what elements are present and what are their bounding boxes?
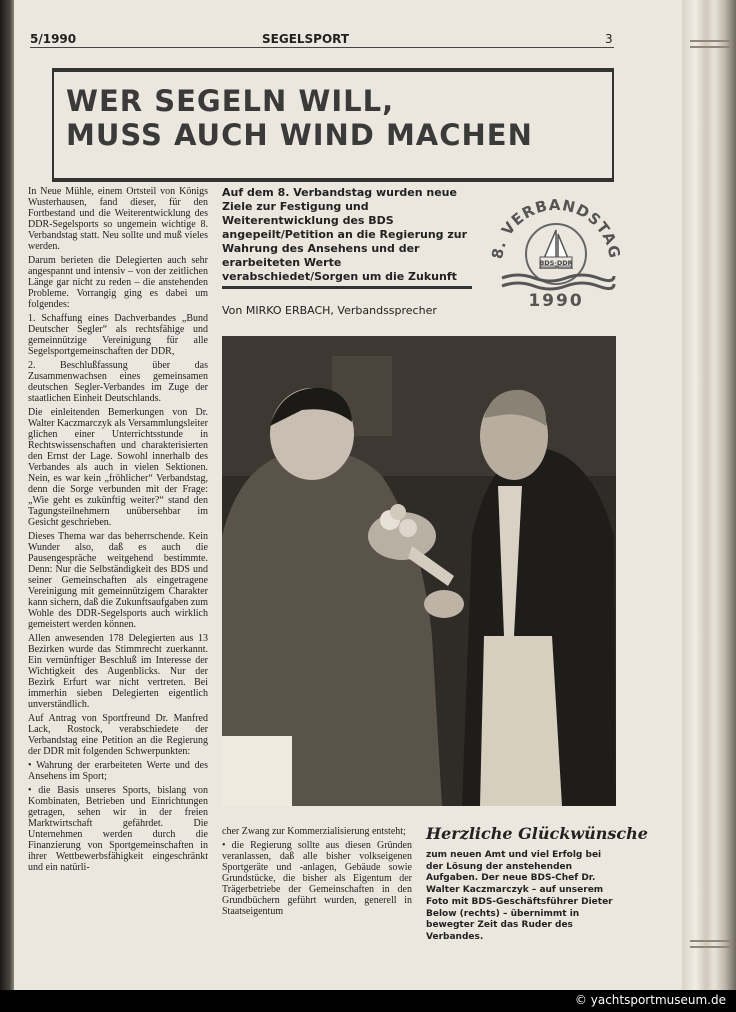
book-spine [682, 0, 736, 990]
byline: Von MIRKO ERBACH, Verbandssprecher [222, 304, 437, 317]
paragraph: 1. Schaffung eines Dachverbandes „Bund Deutscher Segler“ als rechtsfähige und gemeinnützige Vereinigung für alle Segelsportgemeinschaften der DDR, [28, 313, 208, 357]
paragraph: • die Basis unseres Sports, bislang von Kombinaten, Betrieben und Einrichtungen getragen, sehen wir in der freien Marktwirtschaft gefährdet. Die Unternehmen werden durch die Finanzierung von Sportgemeinschaften in ihrer Wettbewerbsfähigkeit eingeschränkt und ein natürli- [28, 785, 208, 873]
book-binding [0, 0, 14, 990]
paragraph: In Neue Mühle, einem Ortsteil von Königs Wusterhausen, fand dieser, für den Fortbestand und die Weiterentwicklung des DDR-Segelsports so ungemein wichtige 8. Verbandstag statt. Neu sollte und muß vieles werden. [28, 186, 208, 252]
photo-caption: zum neuen Amt und viel Erfolg bei der Lösung der anstehenden Aufgaben. Der neue BDS-Chef Dr. Walter Kaczmarczyk – auf unserem Foto mit BDS-Geschäftsführer Dieter Below (rechts) – übernimmt in bewegter Zeit das Ruder des Verbandes. [426, 850, 613, 942]
headline-box [52, 68, 614, 182]
body-column-left [28, 186, 208, 876]
paragraph: • die Regierung sollte aus diesen Gründen veranlassen, daß alle bisher volkseigenen Sportgeräte und -anlagen, Gebäude sowie Grundstücke, die bisher als Eigentum der Trägerbetriebe der Gemeinschaften in den Grundbüchern geführt wurden, generell in Staatseigentum [222, 840, 412, 917]
copyright-credit: © yachtsportmuseum.de [574, 993, 726, 1007]
paragraph: Darum berieten die Delegierten auch sehr angespannt und intensiv – von der zeitlichen Länge gar nicht zu reden – die anstehenden Probleme. Vorrangig ging es dabei um folgendes: [28, 255, 208, 310]
verbandstag-logo [488, 190, 622, 312]
page-number: 3 [605, 32, 613, 46]
lead-paragraph: Auf dem 8. Verbandstag wurden neue Ziele zur Festigung und Weiterentwicklung des BDS angepeilt/Petition an die Regierung zur Wahrung des Ansehens und der erarbeiteten Werte verabschiedet/Sorgen um die Zukunft [222, 186, 468, 283]
headline-line-1: WER SEGELN WILL, [66, 84, 395, 118]
issue-number: 5/1990 [30, 32, 77, 46]
header-rule [30, 47, 614, 48]
paragraph: • Wahrung der erarbeiteten Werte und des Ansehens im Sport; [28, 760, 208, 782]
logo-top-text: 8. VERBANDSTAG [488, 195, 622, 261]
paragraph: Auf Antrag von Sportfreund Dr. Manfred Lack, Rostock, verabschiedete der Verbandstag eine Petition an die Regierung der DDR mit folgenden Schwerpunkten: [28, 713, 208, 757]
headline [66, 84, 533, 152]
paragraph: 2. Beschlußfassung über das Zusammenwachsen eines gemeinsamen deutschen Segler-Verbandes im Zuge der staatlichen Einheit Deutschlands. [28, 360, 208, 404]
verbandstag-logo-graphic [488, 190, 622, 312]
paragraph: Die einleitenden Bemerkungen von Dr. Walter Kaczmarczyk als Versammlungsleiter glichen einer Unterrichtsstunde in Rechtswissenschaften und charakterisierten den Ernst der Lage. Sowohl innerhalb des Verbandes als auch in vielen Sektionen. Nein, es war kein „fröhlicher“ Verbandstag, denn die Sorge verbunden mit der Frage: „Wie geht es zukünftig weiter?“ stand den Tagungsteilnehmern unübersehbar im Gesicht geschrieben. [28, 407, 208, 528]
headline-line-2: MUSS AUCH WIND MACHEN [66, 118, 533, 152]
logo-year: 1990 [528, 291, 584, 311]
body-column-middle [222, 826, 412, 920]
lead-rule [222, 286, 472, 289]
paragraph: cher Zwang zur Kommerzialisierung entsteht; [222, 826, 406, 837]
paragraph: Allen anwesenden 178 Delegierten aus 13 Bezirken wurde das Stimmrecht zuerkannt. Ein vernünftiger Beschluß im Interesse der Wichtigkeit des Augenblicks. Nur der Bezirk Erfurt war nicht vertreten. Bei immerhin sieben Delegierten eigentlich unverständlich. [28, 633, 208, 710]
handshake-photo-graphic [222, 336, 616, 806]
magazine-name: SEGELSPORT [262, 32, 350, 46]
logo-badge: BDS·DDR [539, 259, 573, 267]
paragraph: Dieses Thema war das beherrschende. Kein Wunder also, daß es auch die Pausengespräche weitgehend bestimmte. Denn: Nur die Selbständigkeit des BDS und seiner Gemeinschaften als eingetragene Vereinigung mit gemeinnützigem Charakter kann sichern, daß die Zukunftsaufgaben zum Wohle des DDR-Segelsports auch wirklich gemeistert werden können. [28, 531, 208, 630]
event-photo [222, 336, 616, 806]
caption-title: Herzliche Glückwünsche [426, 824, 648, 843]
